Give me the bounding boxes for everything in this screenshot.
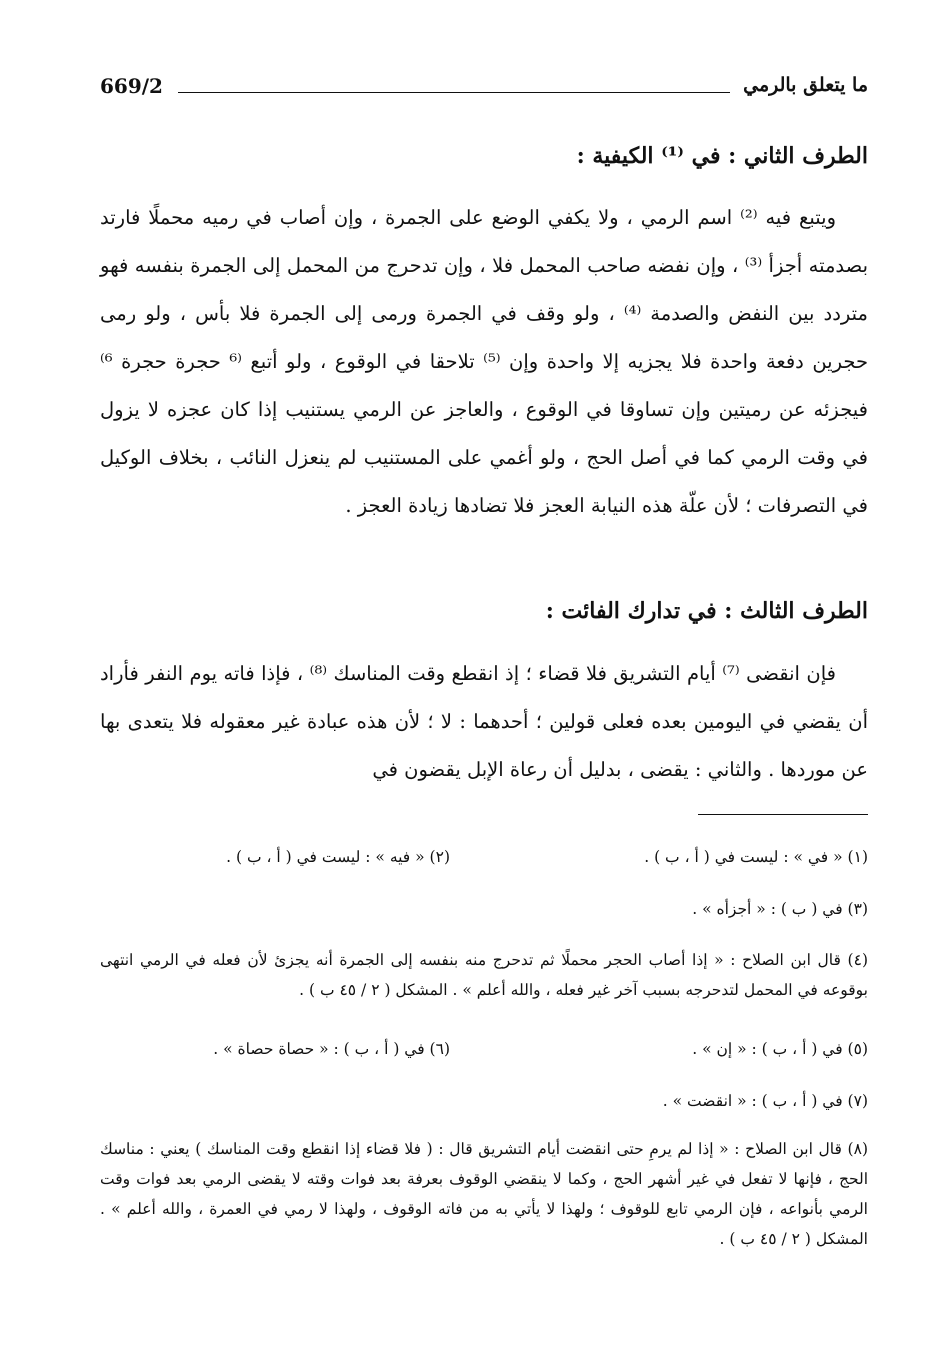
footnote-row-5-6 <box>100 1040 868 1068</box>
footnote-row-3 <box>100 900 868 928</box>
section-body-3 <box>100 650 868 794</box>
footnote-rule <box>698 814 868 815</box>
footnote-block-4 <box>100 945 868 1005</box>
footnote-8: (٨) قال ابن الصلاح : « إذا لم يرمِ حتى انقضت أيام التشريق قال : ( فلا قضاء إذا انقطع وقت المناسك ) يعني : مناسك الحج ، فإنها لا تفعل في غير أشهر الحج ، وكما لا ينقضي الوقوف بعرفة بعد فوات وقته لا يقضى الرمي بعد فوات وقت الرمي بأنواعه ، فإن الرمي تابع للوقوف ؛ ولهذا لا يأتي به من فاته الوقوف ، ولهذا لا رمي في العمرة ، والله أعلم » . المشكل ( ٢ / ٤٥ ب ) . <box>100 1140 868 1248</box>
footnote-2: (٢) « فيه » : ليست في ( أ ، ب ) . <box>226 848 450 866</box>
section-heading-2: الطرف الثاني : في ⁽¹⁾ الكيفية : <box>576 143 868 169</box>
page-number: 669/2 <box>100 74 163 98</box>
footnote-4: (٤) قال ابن الصلاح : « إذا أصاب الحجر محملًا ثم تدحرج منه بنفسه إلى الجمرة أنه يجزئ لأن فعله في الرمي انتهى بوقوعه في المحمل لتدحرجه بسبب آخر غير فعله ، والله أعلم » . المشكل ( ٢ / ٤٥ ب ) . <box>100 951 868 999</box>
paragraph-tadaruk: فإن انقضى ⁽⁷⁾ أيام التشريق فلا قضاء ؛ إذ انقطع وقت المناسك ⁽⁸⁾ ، فإذا فاته يوم النفر فأراد أن يقضي في اليومين بعده فعلى قولين ؛ أحدهما : لا ؛ لأن هذه عبادة غير معقوله فلا يتعدى بها عن موردها . والثاني : يقضى ، بدليل أن رعاة الإبل يقضون في <box>100 662 868 781</box>
section-body-2 <box>100 194 868 530</box>
footnote-1: (١) « في » : ليست في ( أ ، ب ) . <box>644 848 868 866</box>
footnote-5: (٥) في ( أ ، ب ) : « إن » . <box>692 1040 868 1058</box>
footnote-block-8 <box>100 1134 868 1254</box>
paragraph-kayfiyya: ويتبع فيه ⁽²⁾ اسم الرمي ، ولا يكفي الوضع على الجمرة ، وإن أصاب في رميه محملًا فارتد بصدمته أجزأ ⁽³⁾ ، وإن نفضه صاحب المحمل فلا ، وإن تدحرج من المحمل إلى الجمرة بنفسه فهو متردد بين النفض والصدمة ⁽⁴⁾ ، ولو وقف في الجمرة ورمى إلى الجمرة فلا بأس ، ولو رمى حجرين دفعة واحدة فلا يجزيه إلا واحدة وإن ⁽⁵⁾ تلاحقا في الوقوع ، ولو أتبع ⁽⁶ حجرة حجرة ⁶⁾ فيجزئه عن رميتين وإن تساوقا في الوقوع ، والعاجز عن الرمي يستنيب إذا كان عجزه لا يزول في وقت الرمي كما في أصل الحج ، ولو أغمي على المستنيب لم ينعزل النائب ، بخلاف الوكيل في التصرفات ؛ لأن علّة هذه النيابة العجز فلا تضادها زيادة العجز . <box>100 206 868 517</box>
section-heading-3: الطرف الثالث : في تدارك الفائت : <box>545 598 868 624</box>
header-rule <box>178 92 730 93</box>
footnote-row-7 <box>100 1092 868 1120</box>
footnote-row-1-2 <box>100 848 868 876</box>
footnote-6: (٦) في ( أ ، ب ) : « حصاة حصاة » . <box>213 1040 450 1058</box>
page-header <box>100 72 868 106</box>
running-head: ما يتعلق بالرمي <box>743 74 868 96</box>
footnote-7: (٧) في ( أ ، ب ) : « انقضت » . <box>662 1092 868 1110</box>
footnote-3: (٣) في ( ب ) : « أجزأه » . <box>692 900 868 918</box>
